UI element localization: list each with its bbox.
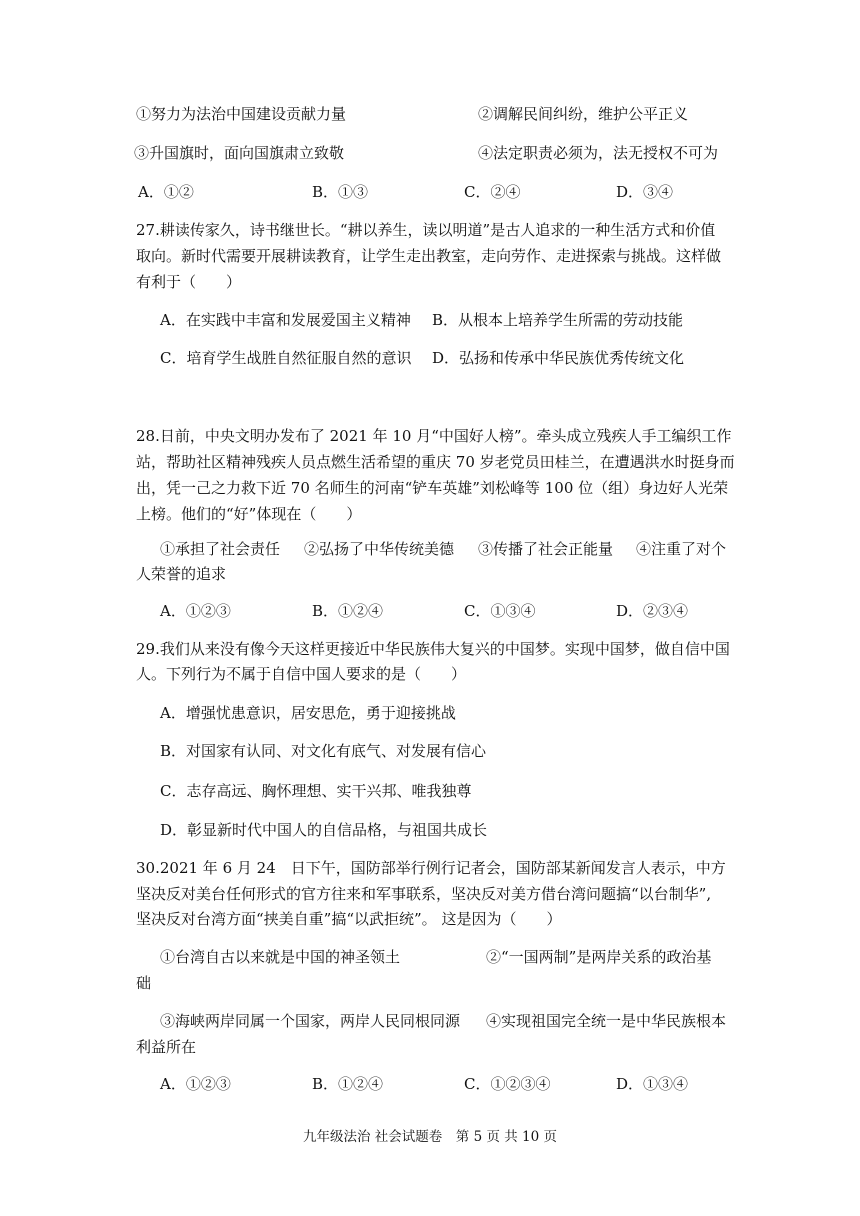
q26-option-b: B．①③ [312, 183, 369, 201]
q27-stem-line-1: 27.耕读传家久，诗书继世长。“耕以养生，读以明道”是古人追求的一种生活方式和价值 [136, 221, 716, 239]
q30-item-2-continuation: 础 [136, 974, 152, 992]
q26-item-3: ③升国旗时，面向国旗肃立致敬 [134, 144, 345, 162]
q27-options-row-1 [0, 309, 860, 331]
q30-options [0, 1073, 860, 1095]
q28-items-row [0, 538, 860, 560]
q28-stem-line-4: 上榜。他们的“好”体现在（ ） [136, 505, 362, 523]
q27-option-d: D．弘扬和传承中华民族优秀传统文化 [432, 349, 685, 367]
q28-item-4: ④注重了对个 [636, 540, 727, 558]
q28-stem-line-1: 28.日前，中央文明办发布了 2021 年 10 月“中国好人榜”。牵头成立残疾人手工编织工作 [136, 427, 732, 445]
q30-item-2: ②“一国两制”是两岸关系的政治基 [486, 948, 712, 966]
q30-item-3: ③海峡两岸同属一个国家，两岸人民同根同源 [160, 1012, 461, 1030]
q26-items-row-1 [0, 103, 860, 125]
q29-stem-line-2: 人。下列行为不属于自信中国人要求的是（ ） [136, 665, 467, 683]
q28-option-c: C．①③④ [464, 602, 536, 620]
q28-option-d: D．②③④ [616, 602, 689, 620]
q30-option-c: C．①②③④ [464, 1075, 551, 1093]
q30-item-4: ④实现祖国完全统一是中华民族根本 [486, 1012, 727, 1030]
page-footer: 九年级法治 社会试题卷 第 5 页 共 10 页 [302, 1129, 557, 1145]
q26-option-a: A．①② [138, 183, 194, 201]
q27-stem-line-3: 有利于（ ） [136, 273, 242, 291]
q29-option-b: B．对国家有认同、对文化有底气、对发展有信心 [160, 742, 487, 760]
q30-stem-line-2: 坚决反对美台任何形式的官方往来和军事联系，坚决反对美方借台湾问题搞“以台制华”, [136, 885, 712, 903]
q26-item-2: ②调解民间纠纷，维护公平正义 [478, 105, 689, 123]
q29-option-d: D．彰显新时代中国人的自信品格，与祖国共成长 [160, 821, 488, 839]
q26-option-c: C．②④ [464, 183, 521, 201]
q28-stem-line-3: 出，凭一己之力救下近 70 名师生的河南“铲车英雄”刘松峰等 100 位（组）身边好人光荣 [136, 479, 729, 497]
q30-stem-line-1: 30.2021 年 6 月 24 日下午，国防部举行例行记者会，国防部某新闻发言人表示，中方 [136, 859, 726, 877]
q30-item-1: ①台湾自古以来就是中国的神圣领土 [160, 948, 401, 966]
q28-item-1: ①承担了社会责任 [160, 540, 281, 558]
q27-options-row-2 [0, 347, 860, 369]
q28-item-3: ③传播了社会正能量 [478, 540, 614, 558]
q30-option-a: A．①②③ [160, 1075, 231, 1093]
q26-item-1: ①努力为法治中国建设贡献力量 [136, 105, 347, 123]
q28-items-continuation: 人荣誉的追求 [136, 565, 227, 583]
q30-stem-line-3: 坚决反对台湾方面“挟美自重”搞“以武拒统”。 这是因为（ ） [136, 910, 562, 928]
q28-options [0, 600, 860, 622]
q26-options [0, 181, 860, 203]
q28-option-b: B．①②④ [312, 602, 384, 620]
q28-item-2: ②弘扬了中华传统美德 [304, 540, 455, 558]
q30-item-4-continuation: 利益所在 [136, 1038, 197, 1056]
q30-items-row-1 [0, 946, 860, 968]
q29-option-c: C．志存高远、胸怀理想、实干兴邦、唯我独尊 [160, 782, 472, 800]
q30-items-row-2 [0, 1010, 860, 1032]
q28-option-a: A．①②③ [160, 602, 231, 620]
q30-option-b: B．①②④ [312, 1075, 384, 1093]
q27-stem-line-2: 取向。新时代需要开展耕读教育，让学生走出教室，走向劳作、走进探索与挑战。这样做 [136, 247, 722, 265]
q30-option-d: D．①③④ [616, 1075, 689, 1093]
q29-option-a: A．增强忧患意识，居安思危，勇于迎接挑战 [160, 704, 456, 722]
q29-stem-line-1: 29.我们从来没有像今天这样更接近中华民族伟大复兴的中国梦。实现中国梦，做自信中国 [136, 640, 730, 658]
q26-items-row-2 [0, 142, 860, 164]
q27-option-c: C．培育学生战胜自然征服自然的意识 [160, 349, 412, 367]
q26-option-d: D．③④ [616, 183, 674, 201]
q28-stem-line-2: 站，帮助社区精神残疾人员点燃生活希望的重庆 70 岁老党员田桂兰，在遭遇洪水时挺身而 [136, 453, 735, 471]
q26-item-4: ④法定职责必须为，法无授权不可为 [478, 144, 719, 162]
q27-option-b: B．从根本上培养学生所需的劳动技能 [432, 311, 684, 329]
q27-option-a: A．在实践中丰富和发展爱国主义精神 [160, 311, 411, 329]
